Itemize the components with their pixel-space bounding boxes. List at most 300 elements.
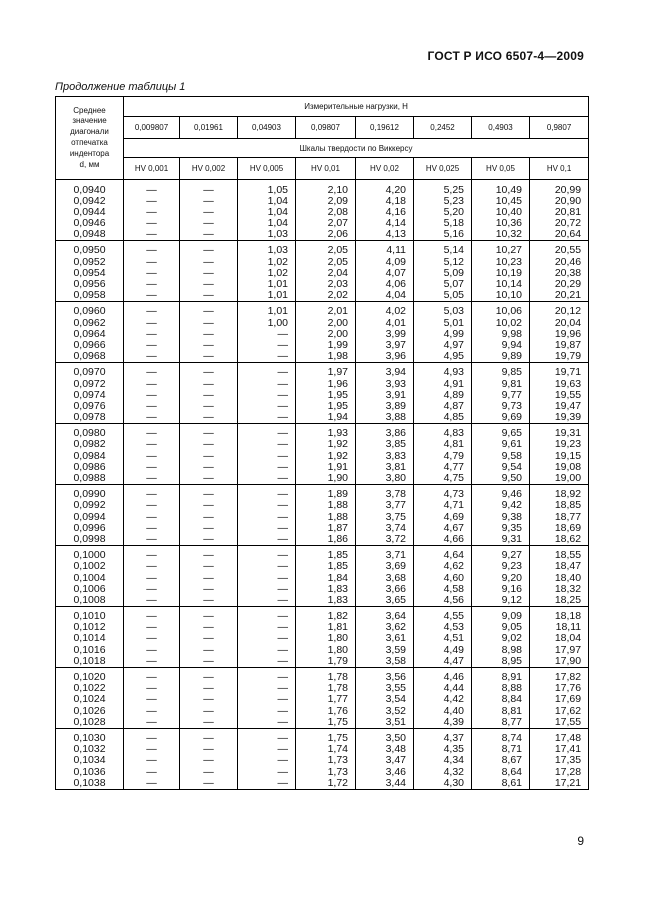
hardness-cell: [530, 489, 589, 545]
hardness-value: —: [277, 754, 288, 767]
hardness-value: —: [146, 305, 157, 318]
hardness-cell: [472, 489, 530, 545]
hardness-value: 3,66: [385, 582, 406, 595]
hardness-value: 4,39: [443, 715, 464, 728]
hardness-value: —: [146, 427, 157, 440]
row-group: [56, 667, 589, 728]
hardness-value: 3,91: [385, 388, 406, 401]
hardness-value: —: [146, 255, 157, 268]
hardness-value: 3,55: [385, 682, 406, 695]
diagonal-cell: [56, 428, 124, 484]
hardness-value: 4,87: [443, 399, 464, 412]
hardness-value: —: [277, 610, 288, 623]
hardness-value: 1,85: [327, 560, 348, 573]
hardness-value: 8,98: [501, 643, 522, 656]
hardness-value: —: [146, 488, 157, 501]
diagonal-cell: [56, 672, 124, 728]
hardness-value: —: [203, 338, 214, 351]
hardness-value: —: [203, 255, 214, 268]
hardness-value: —: [203, 327, 214, 340]
hardness-value: 19,00: [554, 471, 582, 484]
hardness-value: 17,76: [554, 682, 582, 695]
hardness-value: 9,85: [501, 366, 522, 379]
hardness-value: —: [146, 327, 157, 340]
hardness-value: 1,88: [327, 510, 348, 523]
hardness-cell: [356, 245, 414, 301]
diagonal-cell: [56, 733, 124, 789]
diagonal-value: 0,0962: [73, 316, 106, 329]
hardness-value: —: [203, 488, 214, 501]
hardness-value: 3,78: [385, 488, 406, 501]
hardness-value: 17,35: [554, 754, 582, 767]
hardness-cell: [296, 489, 356, 545]
diagonal-value: 0,1022: [73, 682, 106, 695]
hardness-value: 1,78: [327, 671, 348, 684]
diagonal-value: 0,1030: [73, 732, 106, 745]
hardness-value: 1,81: [327, 621, 348, 634]
hardness-value: —: [146, 549, 157, 562]
hardness-value: 10,06: [495, 305, 522, 318]
hardness-value: 4,56: [443, 593, 464, 606]
hardness-value: 4,97: [443, 338, 464, 351]
hardness-value: 1,92: [327, 449, 348, 462]
hardness-value: —: [203, 693, 214, 706]
hardness-cell: [530, 428, 589, 484]
hardness-cell: [356, 672, 414, 728]
scale-header: HV 0,001: [124, 158, 180, 180]
diagonal-value: 0,0994: [73, 510, 106, 523]
hardness-value: —: [146, 715, 157, 728]
hardness-value: —: [146, 266, 157, 279]
diagonal-value: 0,1002: [73, 560, 106, 573]
hardness-cell: [238, 428, 296, 484]
hardness-value: —: [146, 277, 157, 290]
hardness-value: —: [203, 216, 214, 229]
hardness-value: 1,95: [327, 388, 348, 401]
hardness-cell: [124, 733, 180, 789]
hardness-value: 3,96: [385, 349, 406, 362]
table-row: [56, 428, 589, 484]
document-standard-title: ГОСТ Р ИСО 6507-4—2009: [427, 49, 584, 63]
diagonal-value: 0,1032: [73, 743, 106, 756]
hardness-cell: [472, 672, 530, 728]
hardness-value: 3,52: [385, 704, 406, 717]
hardness-value: 9,58: [501, 449, 522, 462]
hardness-value: —: [277, 338, 288, 351]
hardness-value: 4,04: [385, 288, 406, 301]
row-group: [56, 362, 589, 423]
hardness-value: 9,77: [501, 388, 522, 401]
hardness-value: 4,51: [443, 632, 464, 645]
hardness-value: 4,99: [443, 327, 464, 340]
hardness-value: —: [277, 488, 288, 501]
hardness-value: 1,76: [327, 704, 348, 717]
hardness-value: —: [203, 682, 214, 695]
hardness-value: —: [146, 288, 157, 301]
hardness-cell: [296, 185, 356, 241]
hardness-value: 1,75: [327, 715, 348, 728]
diagonal-value: 0,0956: [73, 277, 106, 290]
hardness-value: —: [146, 732, 157, 745]
hardness-value: 3,94: [385, 366, 406, 379]
diagonal-value: 0,0972: [73, 377, 106, 390]
hardness-value: 8,61: [501, 776, 522, 789]
hardness-value: 18,04: [554, 632, 582, 645]
hardness-cell: [414, 185, 472, 241]
hardness-value: 20,46: [554, 255, 582, 268]
hardness-value: 17,97: [554, 643, 582, 656]
hardness-value: 3,89: [385, 399, 406, 412]
hardness-value: —: [203, 460, 214, 473]
scale-header: HV 0,005: [238, 158, 296, 180]
hardness-value: 18,47: [554, 560, 582, 573]
hardness-value: 8,88: [501, 682, 522, 695]
hardness-value: 17,48: [554, 732, 582, 745]
hardness-value: 20,21: [554, 288, 582, 301]
hardness-value: 19,96: [554, 327, 582, 340]
hardness-value: 18,55: [554, 549, 582, 562]
hardness-value: 4,95: [443, 349, 464, 362]
hardness-value: 3,56: [385, 671, 406, 684]
hardness-cell: [414, 489, 472, 545]
hardness-value: 3,72: [385, 532, 406, 545]
diagonal-value: 0,1028: [73, 715, 106, 728]
hardness-value: 18,62: [554, 532, 582, 545]
hardness-cell: [238, 489, 296, 545]
hardness-value: —: [277, 510, 288, 523]
hardness-value: 20,72: [554, 216, 582, 229]
scale-header: HV 0,05: [472, 158, 530, 180]
hardness-value: —: [277, 682, 288, 695]
page-number: 9: [577, 834, 584, 848]
hardness-value: 1,83: [327, 582, 348, 595]
hardness-value: —: [146, 183, 157, 196]
hardness-value: 1,99: [327, 338, 348, 351]
hardness-cell: [414, 550, 472, 606]
hardness-value: 1,72: [327, 776, 348, 789]
hardness-value: 10,10: [495, 288, 522, 301]
hardness-value: —: [203, 410, 214, 423]
hardness-value: 3,80: [385, 471, 406, 484]
hardness-value: 1,01: [267, 288, 288, 301]
hardness-value: 1,87: [327, 521, 348, 534]
diagonal-value: 0,0952: [73, 255, 106, 268]
hardness-value: —: [277, 715, 288, 728]
hardness-value: 8,95: [501, 654, 522, 667]
stub-header-line: Среднее: [73, 105, 106, 115]
diagonal-value: 0,0978: [73, 410, 106, 423]
hardness-value: 3,62: [385, 621, 406, 634]
hardness-value: 19,87: [554, 338, 582, 351]
hardness-value: 4,77: [443, 460, 464, 473]
hardness-value: —: [277, 460, 288, 473]
hardness-cell: [238, 306, 296, 362]
hardness-value: —: [203, 593, 214, 606]
hardness-value: 8,77: [501, 715, 522, 728]
hardness-value: 1,98: [327, 349, 348, 362]
diagonal-value: 0,1038: [73, 776, 106, 789]
hardness-cell: [530, 672, 589, 728]
hardness-value: —: [146, 349, 157, 362]
hardness-value: 1,84: [327, 571, 348, 584]
hardness-value: —: [203, 377, 214, 390]
hardness-value: —: [146, 388, 157, 401]
hardness-value: —: [146, 460, 157, 473]
hardness-cell: [296, 611, 356, 667]
hardness-value: 4,40: [443, 704, 464, 717]
hardness-cell: [356, 489, 414, 545]
diagonal-value: 0,0988: [73, 471, 106, 484]
stub-header-line: индентора: [69, 148, 110, 158]
hardness-cell: [414, 367, 472, 423]
load-header: 0,9807: [530, 117, 589, 139]
hardness-value: —: [277, 438, 288, 451]
hardness-value: —: [146, 510, 157, 523]
table-row: [56, 306, 589, 362]
hardness-value: —: [146, 377, 157, 390]
hardness-cell: [356, 611, 414, 667]
hardness-value: 1,88: [327, 499, 348, 512]
hardness-value: 1,97: [327, 366, 348, 379]
hardness-value: —: [203, 765, 214, 778]
hardness-value: —: [277, 366, 288, 379]
diagonal-value: 0,0942: [73, 194, 106, 207]
hardness-value: —: [146, 449, 157, 462]
hardness-value: —: [203, 732, 214, 745]
diagonal-cell: [56, 306, 124, 362]
diagonal-value: 0,0986: [73, 460, 106, 473]
hardness-cell: [238, 367, 296, 423]
hardness-value: 20,04: [554, 316, 582, 329]
hardness-value: 9,54: [501, 460, 522, 473]
hardness-value: 3,77: [385, 499, 406, 512]
hardness-value: 8,84: [501, 693, 522, 706]
hardness-value: 5,03: [443, 305, 464, 318]
hardness-value: 3,44: [385, 776, 406, 789]
hardness-value: 2,09: [327, 194, 348, 207]
hardness-value: 17,21: [554, 776, 582, 789]
hardness-value: —: [203, 316, 214, 329]
diagonal-value: 0,0984: [73, 449, 106, 462]
diagonal-value: 0,0990: [73, 488, 106, 501]
hardness-value: 5,07: [443, 277, 464, 290]
loads-title: Измерительные нагрузки, Н: [124, 97, 589, 117]
hardness-value: 4,79: [443, 449, 464, 462]
hardness-value: 2,07: [327, 216, 348, 229]
hardness-value: —: [277, 654, 288, 667]
hardness-value: 2,05: [327, 244, 348, 257]
hardness-value: 9,05: [501, 621, 522, 634]
hardness-cell: [472, 550, 530, 606]
hardness-value: 1,82: [327, 610, 348, 623]
hardness-value: 3,65: [385, 593, 406, 606]
hardness-value: 18,18: [554, 610, 582, 623]
load-header: 0,04903: [238, 117, 296, 139]
hardness-value: 4,93: [443, 366, 464, 379]
hardness-value: —: [203, 560, 214, 573]
hardness-value: 20,81: [554, 205, 582, 218]
hardness-value: —: [277, 388, 288, 401]
hardness-value: —: [203, 399, 214, 412]
hardness-cell: [180, 611, 238, 667]
hardness-value: 3,71: [385, 549, 406, 562]
hardness-value: 4,18: [385, 194, 406, 207]
hardness-value: 2,05: [327, 255, 348, 268]
hardness-cell: [180, 489, 238, 545]
hardness-value: 3,64: [385, 610, 406, 623]
hardness-value: —: [277, 499, 288, 512]
hardness-value: —: [277, 643, 288, 656]
hardness-cell: [530, 367, 589, 423]
hardness-value: 4,09: [385, 255, 406, 268]
hardness-value: 3,68: [385, 571, 406, 584]
hardness-value: —: [277, 743, 288, 756]
diagonal-value: 0,1010: [73, 610, 106, 623]
hardness-value: 10,36: [495, 216, 522, 229]
diagonal-value: 0,0948: [73, 227, 106, 240]
hardness-value: —: [203, 754, 214, 767]
table-row: [56, 367, 589, 423]
table-row: [56, 672, 589, 728]
hardness-value: 5,20: [443, 205, 464, 218]
hardness-value: 4,11: [386, 244, 406, 257]
scale-header: HV 0,1: [530, 158, 589, 180]
hardness-value: 1,74: [327, 743, 348, 756]
hardness-value: 17,90: [554, 654, 582, 667]
hardness-value: —: [146, 410, 157, 423]
hardness-cell: [238, 611, 296, 667]
hardness-value: 4,91: [443, 377, 464, 390]
hardness-value: 10,32: [495, 227, 522, 240]
hardness-value: 10,14: [495, 277, 522, 290]
hardness-value: 4,49: [443, 643, 464, 656]
hardness-value: 1,03: [267, 227, 288, 240]
hardness-value: —: [277, 427, 288, 440]
hardness-value: 17,55: [554, 715, 582, 728]
diagonal-value: 0,1008: [73, 593, 106, 606]
hardness-value: 10,02: [495, 316, 522, 329]
hardness-cell: [530, 550, 589, 606]
hardness-value: 3,97: [385, 338, 406, 351]
diagonal-value: 0,1014: [73, 632, 106, 645]
diagonal-value: 0,1020: [73, 671, 106, 684]
hardness-value: 5,05: [443, 288, 464, 301]
hardness-value: —: [203, 244, 214, 257]
hardness-value: 9,50: [501, 471, 522, 484]
diagonal-value: 0,0954: [73, 266, 106, 279]
hardness-cell: [296, 672, 356, 728]
hardness-value: 1,86: [327, 532, 348, 545]
hardness-value: 1,78: [327, 682, 348, 695]
hardness-value: 2,08: [327, 205, 348, 218]
hardness-value: 19,23: [554, 438, 582, 451]
hardness-value: 18,92: [554, 488, 582, 501]
hardness-value: 4,34: [443, 754, 464, 767]
hardness-value: —: [277, 621, 288, 634]
diagonal-value: 0,0946: [73, 216, 106, 229]
diagonal-value: 0,1000: [73, 549, 106, 562]
hardness-value: —: [203, 288, 214, 301]
diagonal-value: 0,0968: [73, 349, 106, 362]
diagonal-cell: [56, 245, 124, 301]
hardness-value: 4,47: [443, 654, 464, 667]
hardness-cell: [356, 550, 414, 606]
hardness-value: —: [277, 327, 288, 340]
hardness-value: —: [146, 621, 157, 634]
hardness-value: —: [203, 471, 214, 484]
hardness-value: 3,50: [385, 732, 406, 745]
hardness-value: —: [203, 521, 214, 534]
hardness-value: 1,73: [327, 765, 348, 778]
hardness-value: —: [277, 693, 288, 706]
hardness-value: —: [277, 532, 288, 545]
hardness-cell: [124, 185, 180, 241]
hardness-value: 4,83: [443, 427, 464, 440]
hardness-value: —: [277, 549, 288, 562]
hardness-value: 4,14: [385, 216, 406, 229]
hardness-value: —: [203, 227, 214, 240]
hardness-cell: [124, 428, 180, 484]
hardness-cell: [414, 733, 472, 789]
diagonal-value: 0,0996: [73, 521, 106, 534]
load-header: 0,4903: [472, 117, 530, 139]
hardness-value: 1,79: [327, 654, 348, 667]
hardness-value: 4,71: [443, 499, 464, 512]
hardness-value: 9,81: [501, 377, 522, 390]
hardness-value: —: [277, 449, 288, 462]
hardness-value: 4,16: [385, 205, 406, 218]
hardness-value: 3,83: [385, 449, 406, 462]
hardness-value: 20,12: [554, 305, 582, 318]
hardness-cell: [124, 611, 180, 667]
hardness-value: —: [146, 499, 157, 512]
hardness-value: —: [203, 277, 214, 290]
hardness-value: 4,20: [385, 183, 406, 196]
hardness-value: —: [203, 388, 214, 401]
hardness-cell: [530, 185, 589, 241]
hardness-value: 9,35: [501, 521, 522, 534]
hardness-value: —: [277, 765, 288, 778]
hardness-value: 17,82: [554, 671, 582, 684]
hardness-value: 9,46: [501, 488, 522, 501]
hardness-value: 4,60: [443, 571, 464, 584]
hardness-value: 5,14: [443, 244, 464, 257]
hardness-cell: [530, 245, 589, 301]
hardness-value: 9,16: [501, 582, 522, 595]
hardness-cell: [414, 245, 472, 301]
load-header: 0,09807: [296, 117, 356, 139]
load-header: 0,2452: [414, 117, 472, 139]
hardness-value: 3,61: [385, 632, 406, 645]
hardness-value: 19,39: [554, 410, 582, 423]
hardness-value: —: [146, 216, 157, 229]
hardness-value: 1,94: [327, 410, 348, 423]
hardness-cell: [472, 185, 530, 241]
hardness-value: —: [203, 704, 214, 717]
hardness-value: —: [146, 399, 157, 412]
hardness-value: —: [203, 499, 214, 512]
hardness-value: 4,85: [443, 410, 464, 423]
hardness-value: 2,00: [327, 316, 348, 329]
hardness-value: —: [277, 560, 288, 573]
hardness-value: 9,65: [501, 427, 522, 440]
hardness-value: —: [146, 366, 157, 379]
diagonal-value: 0,0950: [73, 244, 106, 257]
hardness-value: —: [277, 732, 288, 745]
scale-header: HV 0,01: [296, 158, 356, 180]
hardness-value: 18,69: [554, 521, 582, 534]
hardness-cell: [238, 550, 296, 606]
